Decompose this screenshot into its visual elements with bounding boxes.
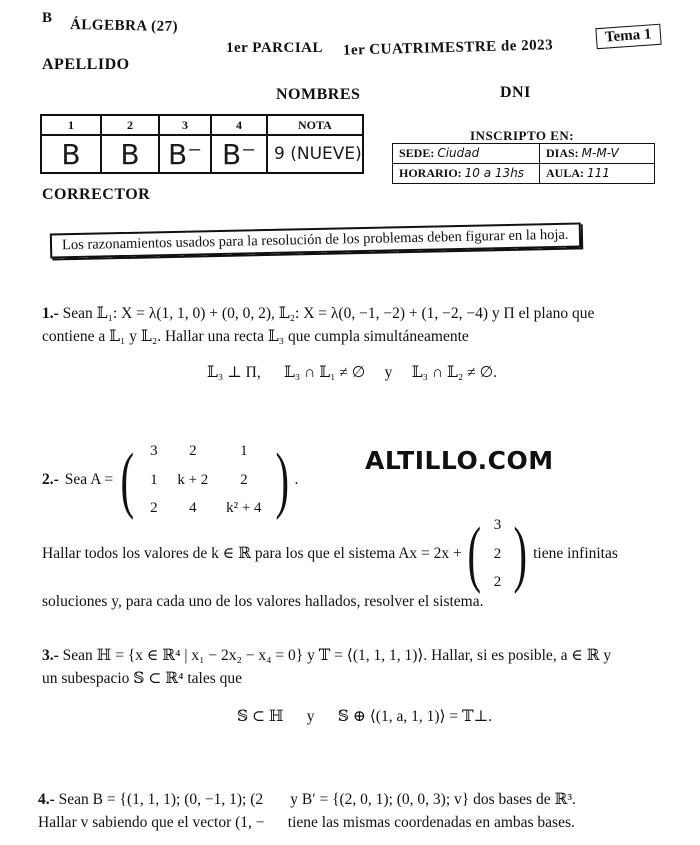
tema-box: Tema 1 xyxy=(595,24,661,49)
aula-cell xyxy=(540,164,655,184)
horario-cell xyxy=(393,164,540,184)
problem-text: Sea A = xyxy=(64,471,114,489)
problem-text: Sean ℍ = {x ∈ ℝ⁴ | x₁ − 2x₂ − x₄ = 0} y 𝕋 = ⟨(1, 1, 1, 1)⟩. Hallar, si es posible, a ∈ ℝ y xyxy=(62,647,612,664)
problem-text: soluciones y, para cada uno de los valores hallados, resolver el sistema. xyxy=(42,593,484,610)
vector-b: ( 3 2 2 ) xyxy=(467,512,528,595)
problem-formula: 𝕊 ⊂ ℍ y 𝕊 ⊕ ⟨(1, a, 1, 1)⟩ = 𝕋⊥. xyxy=(236,707,493,725)
aula-label: AULA: xyxy=(546,166,584,180)
matrix-cell: 3 xyxy=(150,443,158,459)
problem-number: 2.- xyxy=(42,471,59,489)
matrix-cell: 1 xyxy=(150,471,158,488)
dias-cell xyxy=(540,144,655,164)
matrix-period: . xyxy=(294,471,299,489)
apellido-label: APELLIDO xyxy=(42,56,130,73)
matrix-cell: 2 xyxy=(240,471,248,488)
problem-3 xyxy=(42,644,687,728)
problem-text: Sean 𝕃₁: X = λ(1, 1, 0) + (0, 0, 2), 𝕃₂: X = λ(0, −1, −2) + (1, −2, −4) y Π el plano que xyxy=(62,305,595,322)
sede-label: SEDE: xyxy=(399,146,435,160)
grade-value: B⁻ xyxy=(159,135,211,173)
problem-number: 4.- xyxy=(38,791,55,808)
problem-1 xyxy=(42,302,682,384)
instructions-notice: Los razonamientos usados para la resolución de los problemas deben figurar en la hoja. xyxy=(50,222,581,258)
grade-header: 3 xyxy=(159,115,211,135)
grades-header-row xyxy=(41,115,363,135)
problem-text: Hallar v sabiendo que el vector (1, − tiene las mismas coordenadas en ambas bases. xyxy=(38,814,575,832)
matrix-cell: 2 xyxy=(150,500,158,516)
final-grade: 9 (NUEVE) xyxy=(267,135,363,173)
matrix-A: ( 3 2 1 1 k + 2 2 2 4 k² + 4 ) xyxy=(120,438,289,521)
grade-value: B xyxy=(41,135,101,173)
grade-value: B xyxy=(101,135,159,173)
matrix-cell: 1 xyxy=(240,443,248,459)
grade-header: 4 xyxy=(211,115,267,135)
dias-value: M-M-V xyxy=(581,146,619,160)
inscripcion-table xyxy=(392,143,655,184)
horario-label: HORARIO: xyxy=(399,166,462,180)
sede-value: Ciudad xyxy=(437,146,480,160)
problem-2-system xyxy=(42,514,692,594)
exam-letter: B xyxy=(42,10,53,26)
aula-value: 111 xyxy=(587,166,610,180)
horario-value: 10 a 13hs xyxy=(464,166,525,180)
problem-number: 3.- xyxy=(42,647,59,664)
problem-text: un subespacio 𝕊 ⊂ ℝ⁴ tales que xyxy=(42,670,243,688)
matrix-cell: k + 2 xyxy=(177,471,209,488)
exam-term: 1er CUATRIMESTRE de 2023 xyxy=(342,37,554,59)
problem-formula: 𝕃₃ ⊥ Π, 𝕃₃ ∩ 𝕃₁ ≠ ∅ y 𝕃₃ ∩ 𝕃₂ ≠ ∅. xyxy=(207,363,497,381)
grade-value: B⁻ xyxy=(211,135,267,173)
vector-cell: 2 xyxy=(493,545,502,562)
corrector-label: CORRECTOR xyxy=(42,186,151,203)
vector-cell: 3 xyxy=(493,517,502,533)
dni-label: DNI xyxy=(500,84,531,101)
grade-header: NOTA xyxy=(267,115,363,135)
matrix-cell: k² + 4 xyxy=(226,500,262,516)
problem-text: contiene a 𝕃₁ y 𝕃₂. Hallar una recta 𝕃₃ que cumpla simultáneamente xyxy=(42,328,469,346)
subject-title: ÁLGEBRA (27) xyxy=(69,17,179,35)
matrix-cell: 2 xyxy=(189,443,197,459)
dias-label: DIAS: xyxy=(546,146,579,160)
problem-2 xyxy=(42,440,298,520)
problem-text: Hallar todos los valores de k ∈ ℝ para los que el sistema Ax = 2x + xyxy=(42,545,462,563)
matrix-cell: 4 xyxy=(189,500,197,516)
grades-table xyxy=(40,114,364,174)
problem-4 xyxy=(38,788,693,835)
inscripto-title: INSCRIPTO EN: xyxy=(470,128,575,143)
watermark: ALTILLO.COM xyxy=(365,446,554,475)
nombres-label: NOMBRES xyxy=(276,86,361,103)
grades-value-row xyxy=(41,135,363,173)
problem-text: Sean B = {(1, 1, 1); (0, −1, 1); (2 y B′ = {(2, 0, 1); (0, 0, 3); v} dos bases de ℝ³. xyxy=(58,791,576,808)
problem-number: 1.- xyxy=(42,305,59,322)
grade-header: 1 xyxy=(41,115,101,135)
vector-cell: 2 xyxy=(493,574,502,590)
grade-header: 2 xyxy=(101,115,159,135)
exam-name: 1er PARCIAL xyxy=(226,40,324,56)
problem-text: tiene infinitas xyxy=(533,545,618,563)
sede-cell xyxy=(393,144,540,164)
